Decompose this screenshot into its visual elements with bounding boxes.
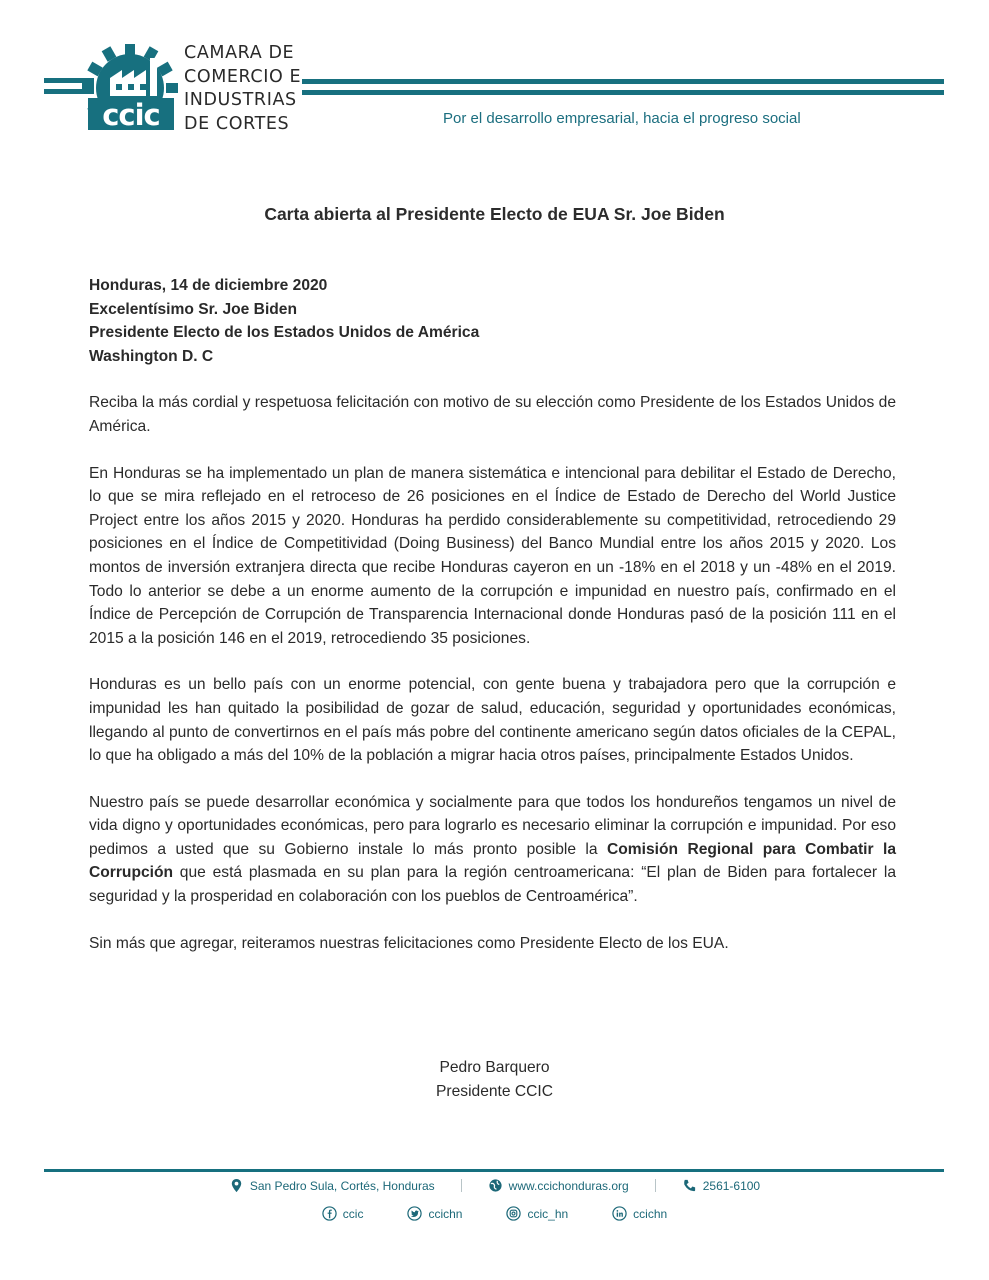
logo-letters: ccic [102,98,160,132]
commission-name: Comisión Regional para Combatir la Corrupción [89,840,896,882]
instagram-icon [506,1206,521,1221]
request-text-start: Nuestro país se puede desarrollar económica y socialmente para que todos los hondureños tengamos un nivel de vida digno y oportunidades económicas, pero para lograrlo es necesario eliminar la corrupción e impunidad. Por eso pedimos a usted que su Gobierno instale lo más pronto posible la [89,793,896,858]
phone-icon [682,1178,697,1193]
slogan: Por el desarrollo empresarial, hacia el progreso social [443,110,801,127]
footer-instagram[interactable] [506,1206,568,1221]
twitter-icon [407,1206,422,1221]
paragraph-request [89,791,896,909]
letter-title: Carta abierta al Presidente Electo de EUA Sr. Joe Biden [264,204,725,224]
org-name-line: DE CORTES [184,113,290,134]
address-line: Excelentísimo Sr. Joe Biden [89,300,297,318]
left-stripe-1 [44,78,94,83]
footer-location [229,1178,435,1193]
footer-facebook[interactable] [322,1206,364,1221]
org-name [184,42,301,136]
instagram-handle[interactable]: ccic_hn [527,1206,569,1221]
facebook-icon [322,1206,337,1221]
footer-website[interactable] [488,1178,629,1193]
paragraph-corruption-impact: Honduras es un bello país con un enorme potencial, con gente buena y trabajadora pero que la corrupción e impunidad les han quitado la posibilidad de gozar de salud, educación, seguridad y oportunidades económicas, llegando al punto de convertirnos en el país más pobre del continente americano según datos oficiales de la CEPAL, lo que ha obligado a más del 10% de la población a migrar hacia otros países, principalmente Estados Unidos. [89,676,896,765]
address-line: Honduras, 14 de diciembre 2020 [89,277,328,294]
footer-divider [44,1169,944,1172]
footer-contact-row [0,1178,989,1193]
footer-linkedin[interactable] [612,1206,667,1221]
linkedin-icon [612,1206,627,1221]
signature-block [0,1056,989,1103]
org-name-line: COMERCIO E [184,66,302,87]
signer-name: Pedro Barquero [439,1059,550,1076]
paragraph-rule-of-law: En Honduras se ha implementado un plan de manera sistemática e intencional para debilitar el Estado de Derecho, lo que se mira reflejado en el retroceso de 26 posiciones en el Índice de Estado de Derecho del World Justice Project entre los años 2015 y 2020. Honduras ha perdido considerablemente su competitividad, retrocediendo 29 posiciones en el Índice de Competitividad (Doing Business) del Banco Mundial entre los años 2015 y 2020. Los montos de inversión extranjera directa que recibe Honduras cayeron en un -18% en el 2018 y un -48% en el 2019. Todo lo anterior se debe a un enorme aumento de la corrupción e impunidad en nuestro país, confirmado en el Índice de Percepción de Corrupción de Transparencia Internacional donde Honduras pasó de la posición 111 en el 2015 a la posición 146 en el 2019, retrocediendo 35 posiciones. [89,464,896,647]
letterhead [0,0,989,160]
request-text-end: que está plasmada en su plan para la región centroamericana: “El plan de Biden para fortalecer la seguridad y la prosperidad en colaboración con los pueblos de Centroamérica”. [89,864,896,906]
linkedin-handle[interactable]: ccichn [633,1206,668,1221]
phone-text: 2561-6100 [702,1178,761,1193]
letter-body [89,274,896,955]
right-stripe-1 [302,79,944,84]
org-name-line: INDUSTRIAS [184,90,297,110]
website-link[interactable]: www.ccichonduras.org [508,1178,629,1193]
right-stripe-2 [302,90,944,95]
address-block [89,274,896,368]
signer-role: Presidente CCIC [436,1082,553,1100]
footer-separator [461,1179,462,1192]
footer-social-row [0,1206,989,1221]
location-text: San Pedro Sula, Cortés, Honduras [249,1178,435,1193]
paragraph-greeting: Reciba la más cordial y respetuosa felicitación con motivo de su elección como Presidente de los Estados Unidos de América. [89,394,896,435]
address-line: Washington D. C [89,347,214,365]
footer-phone [682,1178,760,1193]
footer-twitter[interactable] [407,1206,462,1221]
address-line: Presidente Electo de los Estados Unidos de América [89,324,480,342]
globe-icon [488,1178,503,1193]
location-pin-icon [229,1178,244,1193]
org-name-line: CAMARA DE [184,43,295,63]
paragraph-closing: Sin más que agregar, reiteramos nuestras felicitaciones como Presidente Electo de los EUA. [89,934,729,952]
ccic-logo [0,0,989,160]
footer-separator [655,1179,656,1192]
twitter-handle[interactable]: ccichn [428,1206,463,1221]
facebook-handle[interactable]: ccic [342,1206,364,1221]
